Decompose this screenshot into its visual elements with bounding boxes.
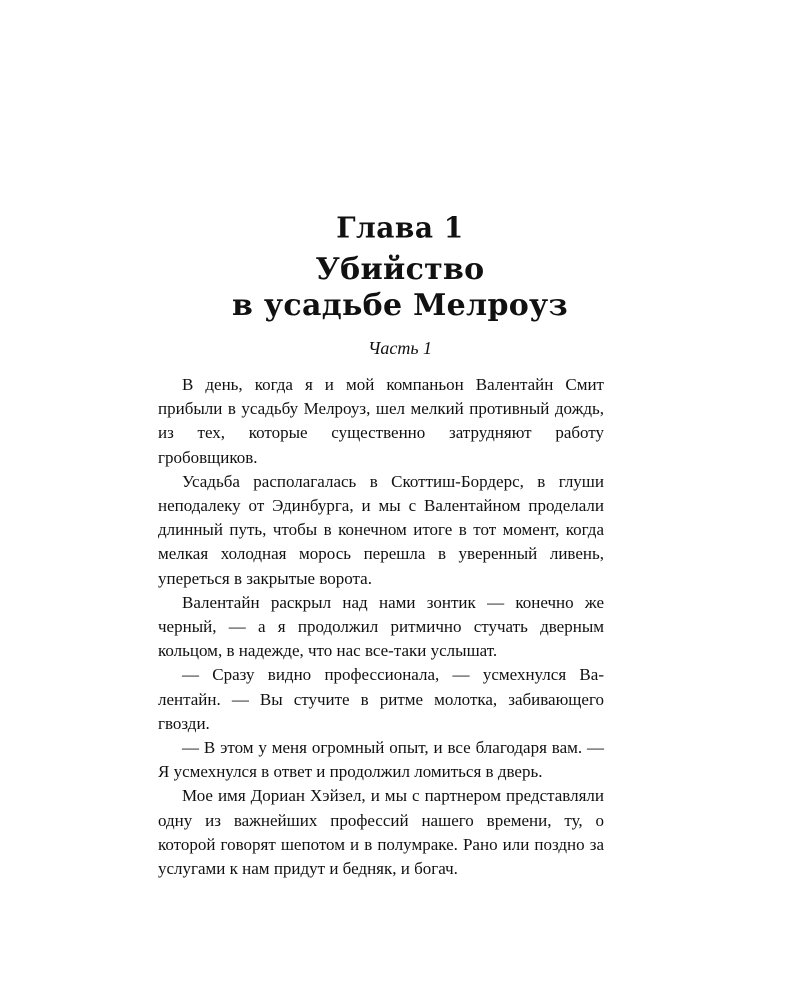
- paragraph: — В этом у меня огромный опыт, и все благодаря вам. — Я усмехнулся в ответ и продолжил ломиться в дверь.: [158, 738, 604, 782]
- paragraph: Валентайн раскрыл над нами зонтик — конечно же черный, — а я продолжил ритмично стучать дверным кольцом, в надежде, что нас все-таки услышат.: [158, 592, 604, 661]
- part-label: Часть 1: [367, 338, 433, 358]
- chapter-body: [158, 373, 604, 881]
- chapter-title: [0, 252, 800, 324]
- chapter-number: Глава 1: [336, 210, 464, 245]
- chapter-title-line-1: Убийство: [315, 252, 485, 287]
- paragraph: — Сразу видно профессионала, — усмехнулся Валентайн. — Вы стучите в ритме молотка, забивающего гвозди.: [158, 665, 604, 733]
- paragraph: Усадьба располагалась в Скоттиш-Бордерс, в глуши неподалеку от Эдинбурга, и мы с Валентайном проделали длинный путь, чтобы в конечном итоге в тот момент, когда мелкая холодная морось перешла в уверенный ливень, упереться в закрытые ворота.: [158, 471, 604, 588]
- paragraph: Мое имя Дориан Хэйзел, и мы с партнером представляли одну из важнейших профессий нашего времени, ту, о которой говорят шепотом и в полумраке. Рано или поздно за услугами к нам придут и бедняк, и богач.: [158, 786, 604, 879]
- chapter-title-line-2: в усадьбе Мелроуз: [232, 288, 568, 323]
- paragraph: В день, когда я и мой компаньон Валентайн Смит прибыли в усадьбу Мелроуз, шел мелкий противный дождь, из тех, которые существенно затрудняют работу гробовщиков.: [158, 375, 604, 467]
